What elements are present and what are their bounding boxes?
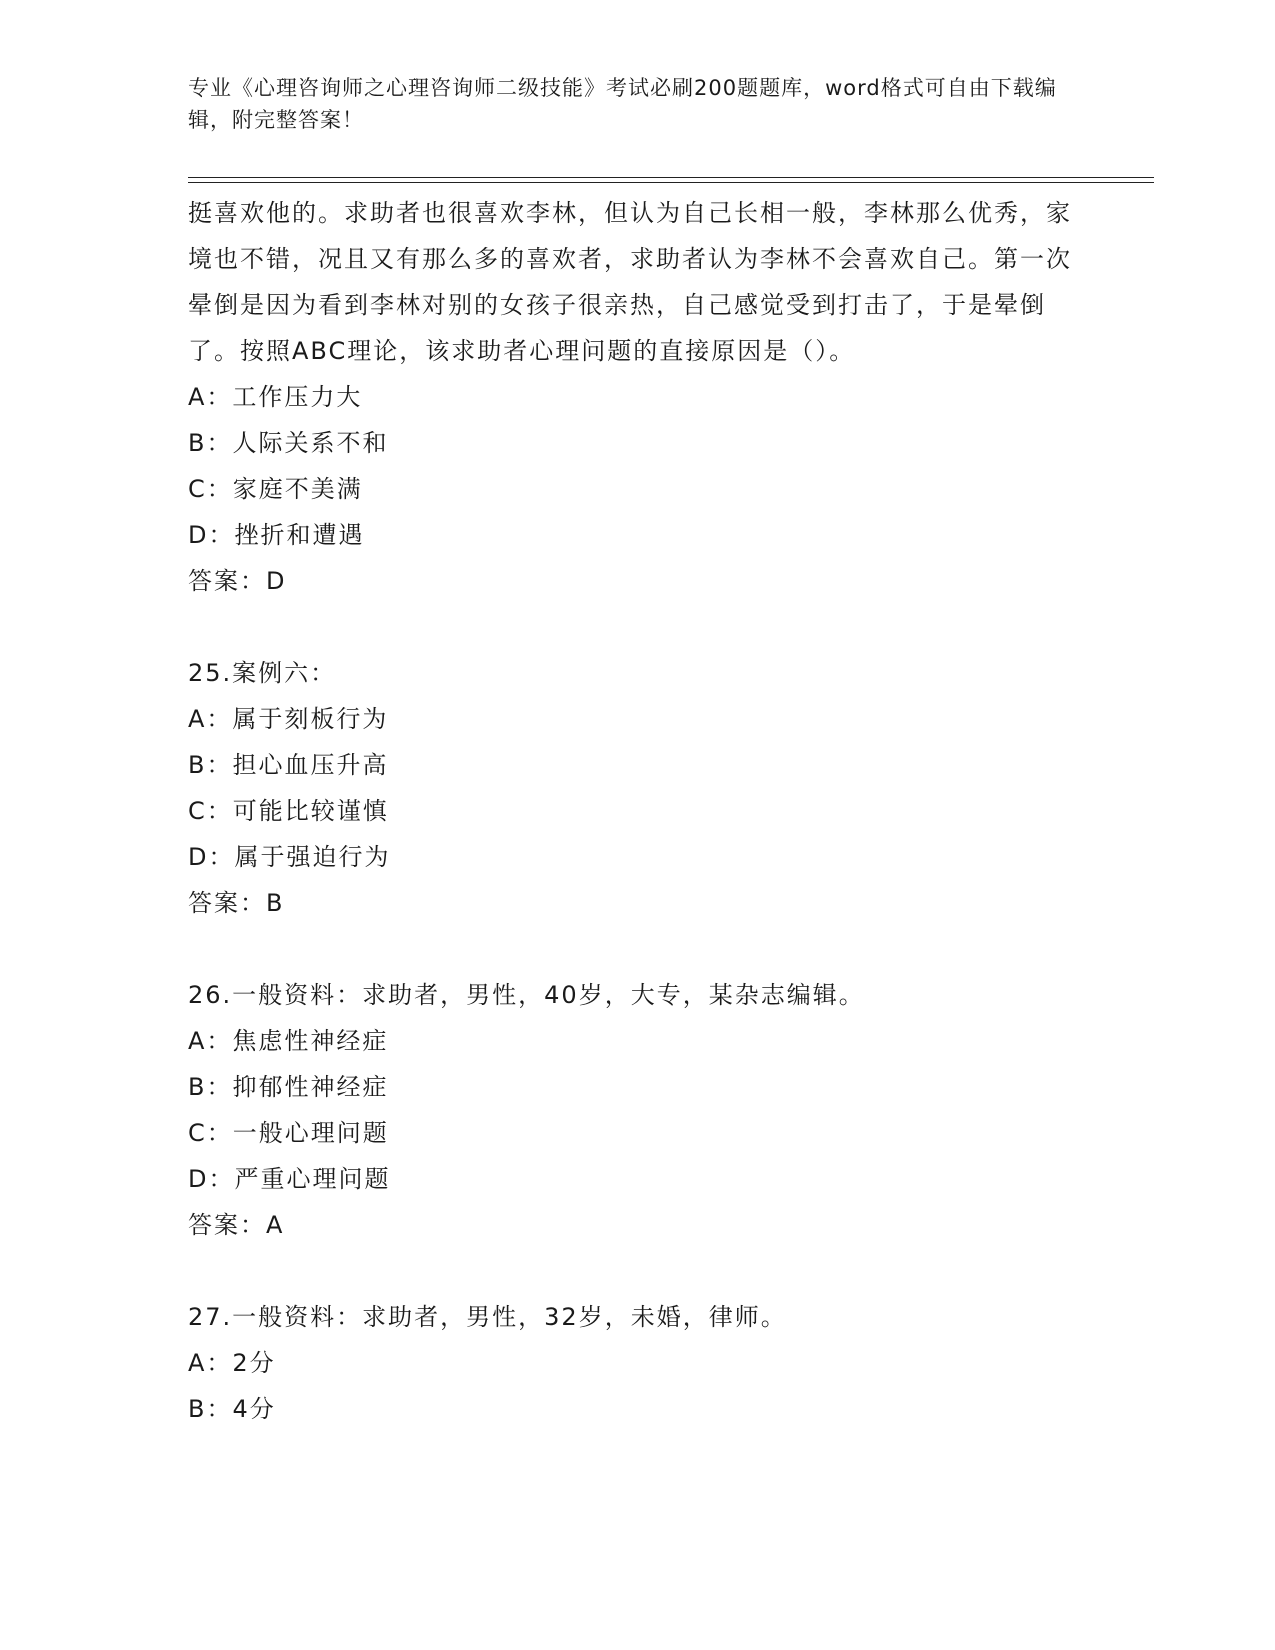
question-stem: 26.一般资料：求助者，男性，40岁，大专，某杂志编辑。 xyxy=(188,981,865,1009)
option-a: A：工作压力大 xyxy=(188,383,363,411)
answer: 答案：A xyxy=(188,1211,285,1239)
document-header: 专业《心理咨询师之心理咨询师二级技能》考试必刷200题题库，word格式可自由下载编辑，附完整答案！ xyxy=(188,76,1057,132)
question-stem-continued: 挺喜欢他的。求助者也很喜欢李林，但认为自己长相一般，李林那么优秀，家境也不错，况且又有那么多的喜欢者，求助者认为李林不会喜欢自己。第一次晕倒是因为看到李林对别的女孩子很亲热，自己感觉受到打击了，于是晕倒了。按照ABC理论，该求助者心理问题的直接原因是（）。 xyxy=(188,199,1072,365)
question-26 xyxy=(188,972,1088,1248)
option-b: B：4分 xyxy=(188,1395,276,1423)
header-rule-bottom xyxy=(188,182,1154,183)
option-a: A：属于刻板行为 xyxy=(188,705,389,733)
question-stem: 27.一般资料：求助者，男性，32岁，未婚，律师。 xyxy=(188,1303,787,1331)
option-d: D：挫折和遭遇 xyxy=(188,521,365,549)
question-27 xyxy=(188,1294,1088,1432)
question-continued xyxy=(188,190,1088,604)
option-d: D：严重心理问题 xyxy=(188,1165,391,1193)
question-25 xyxy=(188,650,1088,926)
option-a: A：2分 xyxy=(188,1349,276,1377)
option-c: C：一般心理问题 xyxy=(188,1119,389,1147)
answer: 答案：D xyxy=(188,567,287,595)
option-c: C：可能比较谨慎 xyxy=(188,797,389,825)
option-c: C：家庭不美满 xyxy=(188,475,363,503)
option-b: B：抑郁性神经症 xyxy=(188,1073,389,1101)
answer: 答案：B xyxy=(188,889,285,917)
question-stem: 25.案例六： xyxy=(188,659,337,687)
header-rule-top xyxy=(188,177,1154,178)
option-a: A：焦虑性神经症 xyxy=(188,1027,389,1055)
document-body xyxy=(188,190,1088,1432)
option-d: D：属于强迫行为 xyxy=(188,843,391,871)
option-b: B：人际关系不和 xyxy=(188,429,389,457)
option-b: B：担心血压升高 xyxy=(188,751,389,779)
